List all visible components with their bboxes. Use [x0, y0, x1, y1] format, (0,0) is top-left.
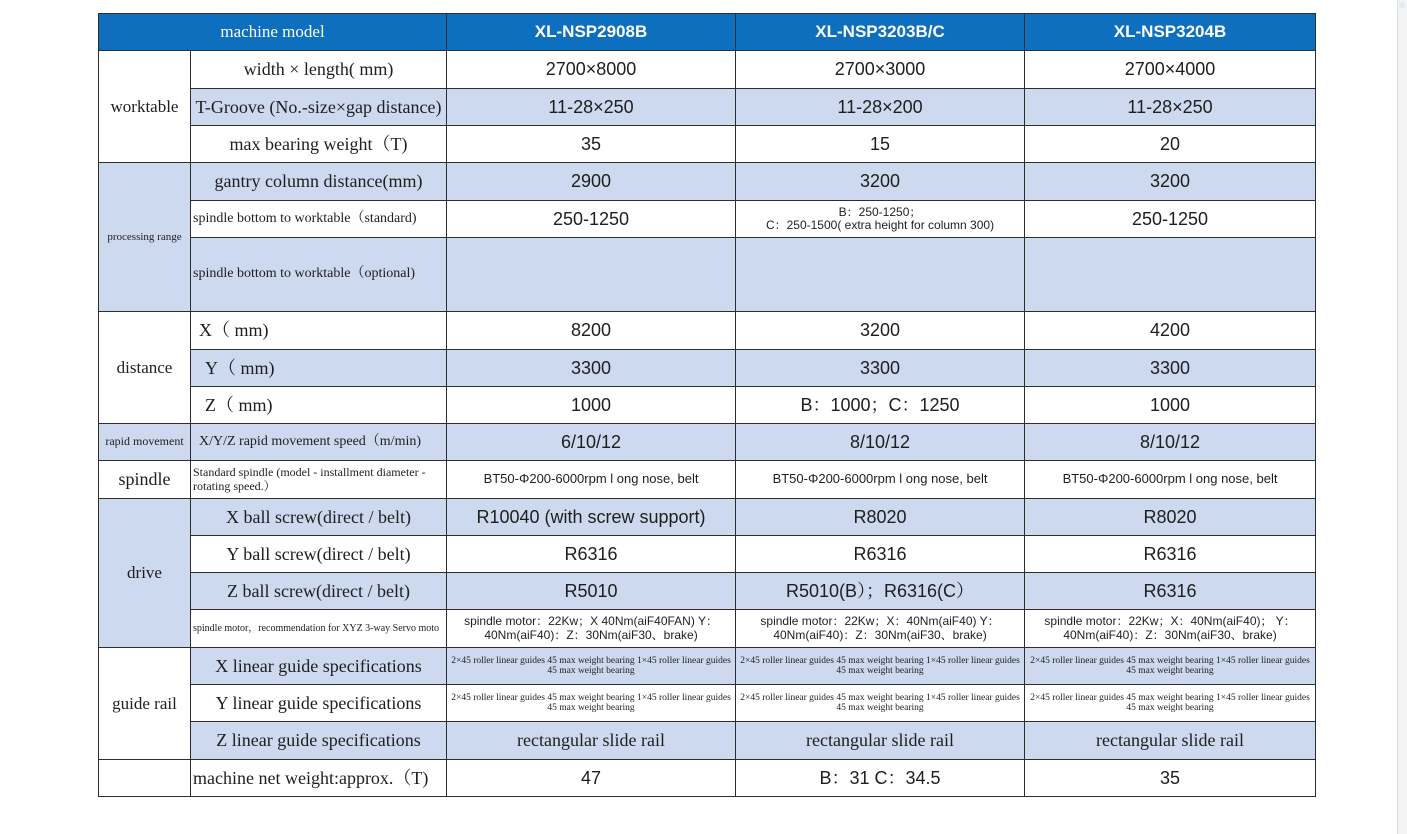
cell: 11-28×250 [447, 89, 736, 126]
label-y-guide: Y linear guide specifications [191, 685, 447, 722]
row-z-guide [99, 722, 1316, 760]
cell: 8200 [447, 312, 736, 350]
cell: 2×45 roller linear guides 45 max weight bearing 1×45 roller linear guides 45 max weight bearing [447, 685, 736, 722]
cell: 4200 [1025, 312, 1316, 350]
group-worktable: worktable [99, 51, 191, 163]
cell: 3200 [1025, 163, 1316, 201]
row-x-mm [99, 312, 1316, 350]
cell: 11-28×250 [1025, 89, 1316, 126]
cell: 2700×3000 [736, 51, 1025, 89]
cell: rectangular slide rail [1025, 722, 1316, 760]
cell: B：1000；C：1250 [736, 387, 1025, 424]
cell: 1000 [1025, 387, 1316, 424]
cell: 1000 [447, 387, 736, 424]
cell: rectangular slide rail [736, 722, 1025, 760]
cell: BT50-Φ200-6000rpm l ong nose, belt [447, 461, 736, 499]
group-empty [99, 760, 191, 797]
label-spindle-standard: spindle bottom to worktable（standard) [191, 201, 447, 238]
cell: R8020 [1025, 499, 1316, 536]
cell: R5010 [447, 573, 736, 610]
label-y-ball-screw: Y ball screw(direct / belt) [191, 536, 447, 573]
row-x-ball-screw [99, 499, 1316, 536]
model-header-1: XL-NSP2908B [447, 14, 736, 51]
row-y-guide [99, 685, 1316, 722]
machine-model-header: machine model [99, 14, 447, 51]
row-standard-spindle [99, 461, 1316, 499]
cell: 2700×8000 [447, 51, 736, 89]
row-z-ball-screw [99, 573, 1316, 610]
cell: 2700×4000 [1025, 51, 1316, 89]
cell: spindle motor：22Kw；X：40Nm(aiF40) Y： 40Nm(aiF40)：Z：30Nm(aiF30、brake) [736, 610, 1025, 648]
label-x-guide: X linear guide specifications [191, 648, 447, 685]
cell: spindle motor：22Kw；X：40Nm(aiF40)； Y：40Nm(aiF40)：Z：30Nm(aiF30、brake) [1025, 610, 1316, 648]
row-max-weight [99, 126, 1316, 163]
cell: 250-1250 [1025, 201, 1316, 238]
model-header-3: XL-NSP3204B [1025, 14, 1316, 51]
cell-two-line [736, 201, 1025, 238]
cell: B：31 C：34.5 [736, 760, 1025, 797]
label-z-mm: Z（ mm) [191, 387, 447, 424]
row-width-length [99, 51, 1316, 89]
row-y-ball-screw [99, 536, 1316, 573]
row-spindle-motor [99, 610, 1316, 648]
label-gantry-distance: gantry column distance(mm) [191, 163, 447, 201]
cell: R8020 [736, 499, 1025, 536]
cell: 2×45 roller linear guides 45 max weight bearing 1×45 roller linear guides 45 max weight bearing [1025, 685, 1316, 722]
row-t-groove [99, 89, 1316, 126]
label-net-weight: machine net weight:approx.（T) [191, 760, 447, 797]
window-edge-scrollbar [1397, 0, 1407, 834]
cell: 2×45 roller linear guides 45 max weight bearing 1×45 roller linear guides 45 max weight bearing [736, 648, 1025, 685]
cell [447, 238, 736, 312]
cell-line-1: B：250-1250； [838, 204, 922, 219]
cell: 2×45 roller linear guides 45 max weight bearing 1×45 roller linear guides 45 max weight bearing [1025, 648, 1316, 685]
cell: 2900 [447, 163, 736, 201]
group-processing-range: processing range [99, 163, 191, 312]
cell: R6316 [447, 536, 736, 573]
cell: 15 [736, 126, 1025, 163]
label-z-guide: Z linear guide specifications [191, 722, 447, 760]
row-spindle-optional [99, 238, 1316, 312]
row-spindle-standard [99, 201, 1316, 238]
header-row [99, 14, 1316, 51]
cell: BT50-Φ200-6000rpm l ong nose, belt [1025, 461, 1316, 499]
cell: BT50-Φ200-6000rpm l ong nose, belt [736, 461, 1025, 499]
label-max-weight: max bearing weight（T) [191, 126, 447, 163]
cell: 6/10/12 [447, 424, 736, 461]
row-x-guide [99, 648, 1316, 685]
cell [1025, 238, 1316, 312]
group-spindle: spindle [99, 461, 191, 499]
cell: rectangular slide rail [447, 722, 736, 760]
spec-table [98, 13, 1316, 797]
cell: 20 [1025, 126, 1316, 163]
label-x-ball-screw: X ball screw(direct / belt) [191, 499, 447, 536]
cell: 2×45 roller linear guides 45 max weight bearing 1×45 roller linear guides 45 max weight bearing [447, 648, 736, 685]
cell [736, 238, 1025, 312]
row-rapid-speed [99, 424, 1316, 461]
cell: R10040 (with screw support) [447, 499, 736, 536]
label-y-mm: Y（ mm) [191, 350, 447, 387]
label-standard-spindle: Standard spindle (model - installment diameter - rotating speed.） [191, 461, 447, 499]
cell: 2×45 roller linear guides 45 max weight bearing 1×45 roller linear guides 45 max weight bearing [736, 685, 1025, 722]
cell: 47 [447, 760, 736, 797]
group-rapid-movement: rapid movement [99, 424, 191, 461]
label-width-length: width × length( mm) [191, 51, 447, 89]
label-spindle-motor: spindle motor，recommendation for XYZ 3-way Servo moto [191, 610, 447, 648]
label-t-groove: T-Groove (No.-size×gap distance) [191, 89, 447, 126]
label-x-mm: X（ mm) [191, 312, 447, 350]
group-drive: drive [99, 499, 191, 648]
row-y-mm [99, 350, 1316, 387]
row-z-mm [99, 387, 1316, 424]
label-spindle-optional: spindle bottom to worktable（optional) [191, 238, 447, 312]
cell: 3300 [447, 350, 736, 387]
cell: 3200 [736, 163, 1025, 201]
group-guide-rail: guide rail [99, 648, 191, 760]
cell: 8/10/12 [736, 424, 1025, 461]
cell: R6316 [1025, 536, 1316, 573]
cell: spindle motor：22Kw；X 40Nm(aiF40FAN) Y： 40Nm(aiF40)：Z：30Nm(aiF30、brake) [447, 610, 736, 648]
cell: R6316 [736, 536, 1025, 573]
cell: 8/10/12 [1025, 424, 1316, 461]
label-rapid-speed: X/Y/Z rapid movement speed（m/min) [191, 424, 447, 461]
cell: 3200 [736, 312, 1025, 350]
row-net-weight [99, 760, 1316, 797]
cell: 11-28×200 [736, 89, 1025, 126]
cell: 35 [447, 126, 736, 163]
cell: R5010(B）；R6316(C） [736, 573, 1025, 610]
cell: 3300 [736, 350, 1025, 387]
row-gantry-distance [99, 163, 1316, 201]
cell: 35 [1025, 760, 1316, 797]
cell: 3300 [1025, 350, 1316, 387]
group-distance: distance [99, 312, 191, 424]
cell-line-2: C：250-1500( extra height for column 300) [765, 218, 995, 232]
model-header-2: XL-NSP3203B/C [736, 14, 1025, 51]
label-z-ball-screw: Z ball screw(direct / belt) [191, 573, 447, 610]
cell: R6316 [1025, 573, 1316, 610]
cell: 250-1250 [447, 201, 736, 238]
